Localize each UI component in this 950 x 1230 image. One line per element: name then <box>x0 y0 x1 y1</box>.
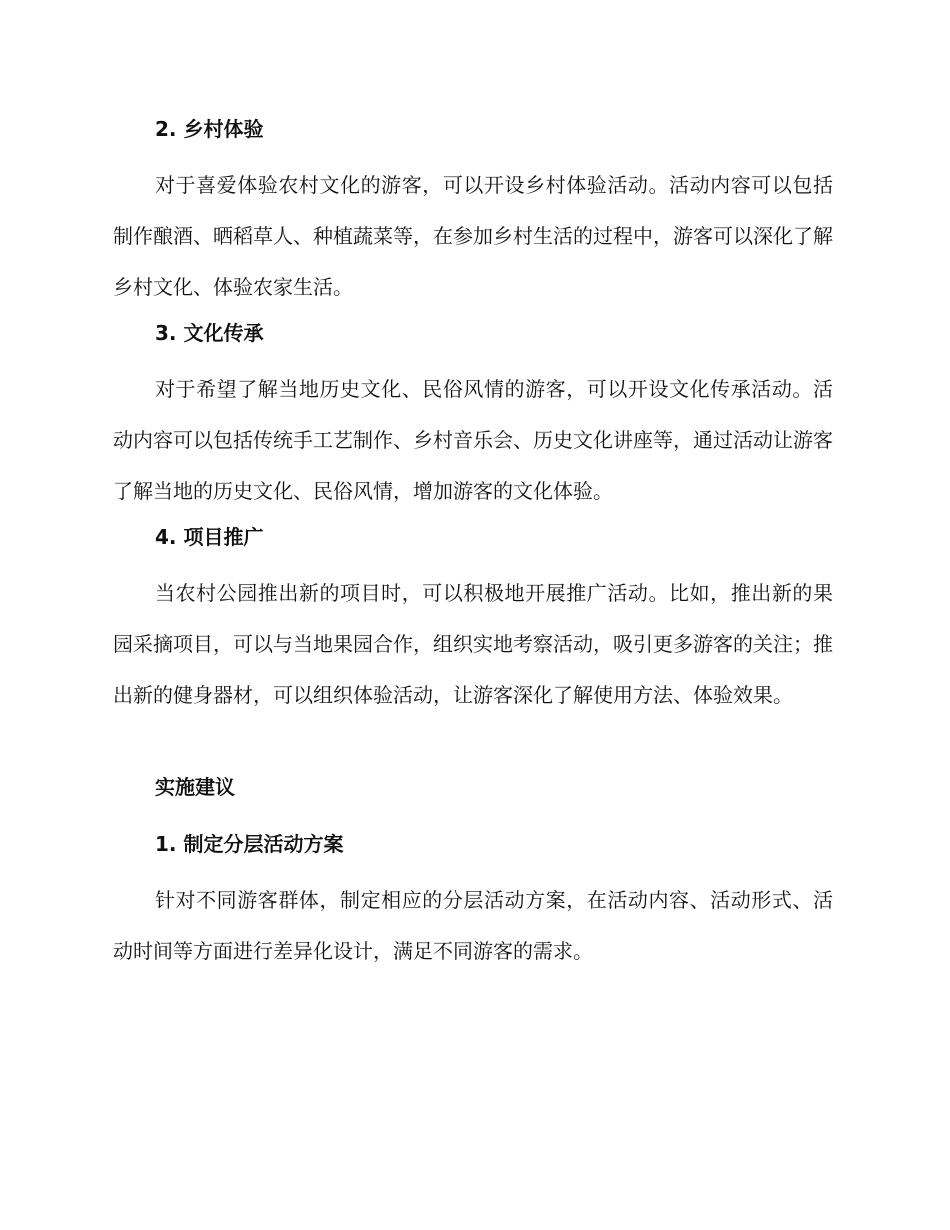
section-heading-project-promotion: 4. 项目推广 <box>155 525 264 549</box>
section-paragraph-layered-plan: 针对不同游客群体，制定相应的分层活动方案，在活动内容、活动形式、活动时间等方面进行差异化设计，满足不同游客的需求。 <box>113 888 833 963</box>
implementation-heading: 实施建议 <box>155 775 235 799</box>
section-paragraph-cultural-heritage: 对于希望了解当地历史文化、民俗风情的游客，可以开设文化传承活动。活动内容可以包括传统手工艺制作、乡村音乐会、历史文化讲座等，通过活动让游客了解当地的历史文化、民俗风情，增加游客的文化体验。 <box>113 377 833 503</box>
section-heading-rural-experience: 2. 乡村体验 <box>155 117 264 141</box>
section-paragraph-project-promotion: 当农村公园推出新的项目时，可以积极地开展推广活动。比如，推出新的果园采摘项目，可以与当地果园合作，组织实地考察活动，吸引更多游客的关注；推出新的健身器材，可以组织体验活动，让游客深化了解使用方法、体验效果。 <box>113 581 833 707</box>
section-paragraph-rural-experience: 对于喜爱体验农村文化的游客，可以开设乡村体验活动。活动内容可以包括制作酿酒、晒稻草人、种植蔬菜等，在参加乡村生活的过程中，游客可以深化了解乡村文化、体验农家生活。 <box>113 173 833 299</box>
section-heading-layered-plan: 1. 制定分层活动方案 <box>155 832 344 856</box>
section-heading-cultural-heritage: 3. 文化传承 <box>155 321 264 345</box>
